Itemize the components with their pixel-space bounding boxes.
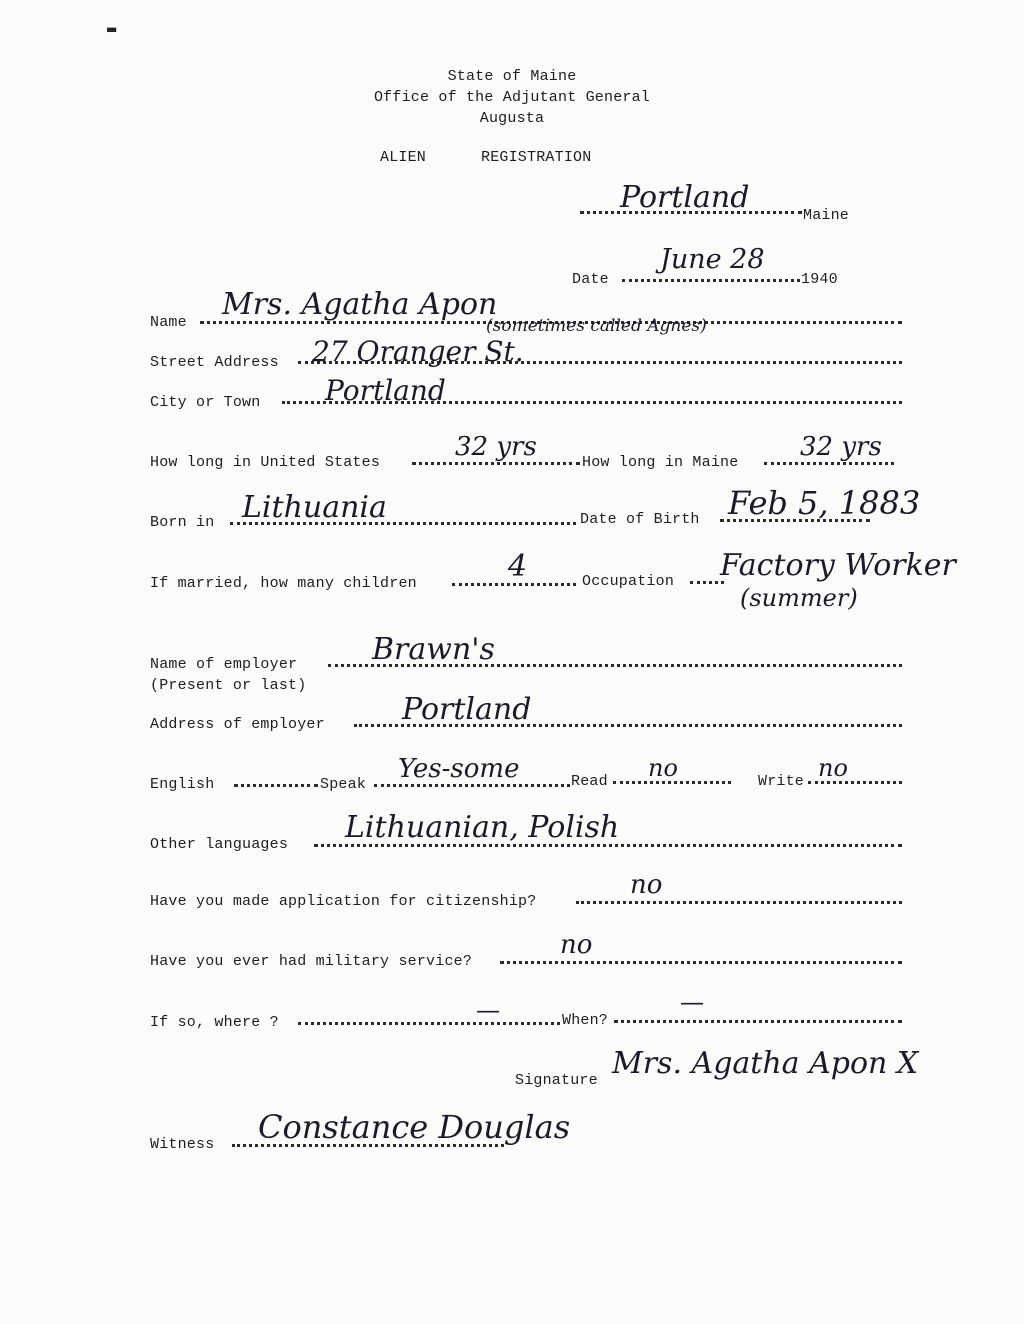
maine-label: How long in Maine: [582, 454, 739, 471]
citizenship-label: Have you made application for citizenship?: [150, 893, 537, 910]
place-suffix: Maine: [803, 207, 850, 224]
city-value: Portland: [325, 374, 446, 407]
where-label: If so, where ?: [150, 1014, 279, 1031]
read-value: no: [648, 754, 678, 782]
born-value: Lithuania: [242, 490, 387, 525]
read-label: Read: [571, 773, 608, 790]
name-value: Mrs. Agatha Apon: [222, 287, 498, 322]
witness-value: Constance Douglas: [258, 1108, 571, 1146]
military-dots: [500, 961, 902, 964]
occupation-label: Occupation: [582, 573, 675, 590]
maine-value: 32 yrs: [800, 432, 882, 462]
header-state: State of Maine: [447, 68, 577, 85]
occupation-note: (summer): [740, 584, 858, 612]
signature-value: Mrs. Agatha Apon X: [612, 1046, 919, 1081]
us-value: 32 yrs: [455, 432, 537, 462]
write-label: Write: [758, 773, 805, 790]
english-label: English: [150, 776, 215, 793]
name-label: Name: [150, 314, 187, 331]
employer-value: Brawn's: [372, 632, 495, 667]
where-dots: [298, 1022, 560, 1025]
us-dots: [412, 462, 580, 465]
name-note: (sometimes called Agnes): [486, 316, 707, 336]
dob-label: Date of Birth: [580, 511, 700, 528]
military-value: no: [560, 930, 593, 960]
date-dots: [622, 279, 800, 282]
when-dots: [614, 1020, 902, 1023]
signature-label: Signature: [515, 1072, 598, 1089]
employer-label: Name of employer: [150, 656, 298, 673]
employer-sublabel: (Present or last): [150, 677, 307, 694]
speak-value: Yes-some: [398, 754, 520, 784]
english-dots: [234, 784, 318, 787]
languages-label: Other languages: [150, 836, 289, 853]
date-value: June 28: [660, 244, 765, 275]
military-label: Have you ever had military service?: [150, 953, 473, 970]
occupation-value: Factory Worker: [720, 548, 956, 583]
speak-dots: [374, 784, 570, 787]
witness-label: Witness: [150, 1136, 215, 1153]
born-label: Born in: [150, 514, 215, 531]
header-office: Office of the Adjutant General: [373, 89, 651, 106]
us-label: How long in United States: [150, 454, 381, 471]
street-label: Street Address: [150, 354, 279, 371]
employer-address-value: Portland: [402, 692, 532, 727]
header-city: Augusta: [479, 110, 545, 127]
date-label: Date: [572, 271, 609, 288]
dob-value: Feb 5, 1883: [728, 484, 921, 522]
write-value: no: [818, 754, 848, 782]
when-label: When?: [562, 1012, 609, 1029]
scan-mark: ▬: [106, 22, 118, 36]
employer-address-label: Address of employer: [150, 716, 325, 733]
citizenship-dots: [576, 901, 902, 904]
maine-dots: [764, 462, 894, 465]
place-value: Portland: [620, 180, 750, 215]
form-title-registration: REGISTRATION: [481, 149, 592, 166]
children-value: 4: [508, 549, 528, 584]
form-title-alien: ALIEN: [380, 149, 427, 166]
where-value: —: [476, 996, 500, 1024]
languages-value: Lithuanian, Polish: [345, 810, 620, 845]
date-year: 1940: [801, 271, 838, 288]
street-value: 27 Oranger St.: [312, 335, 524, 368]
city-label: City or Town: [150, 394, 261, 411]
citizenship-value: no: [630, 870, 663, 900]
speak-label: Speak: [320, 776, 367, 793]
occupation-dots: [690, 581, 724, 584]
when-value: —: [680, 988, 704, 1016]
children-label: If married, how many children: [150, 575, 417, 592]
